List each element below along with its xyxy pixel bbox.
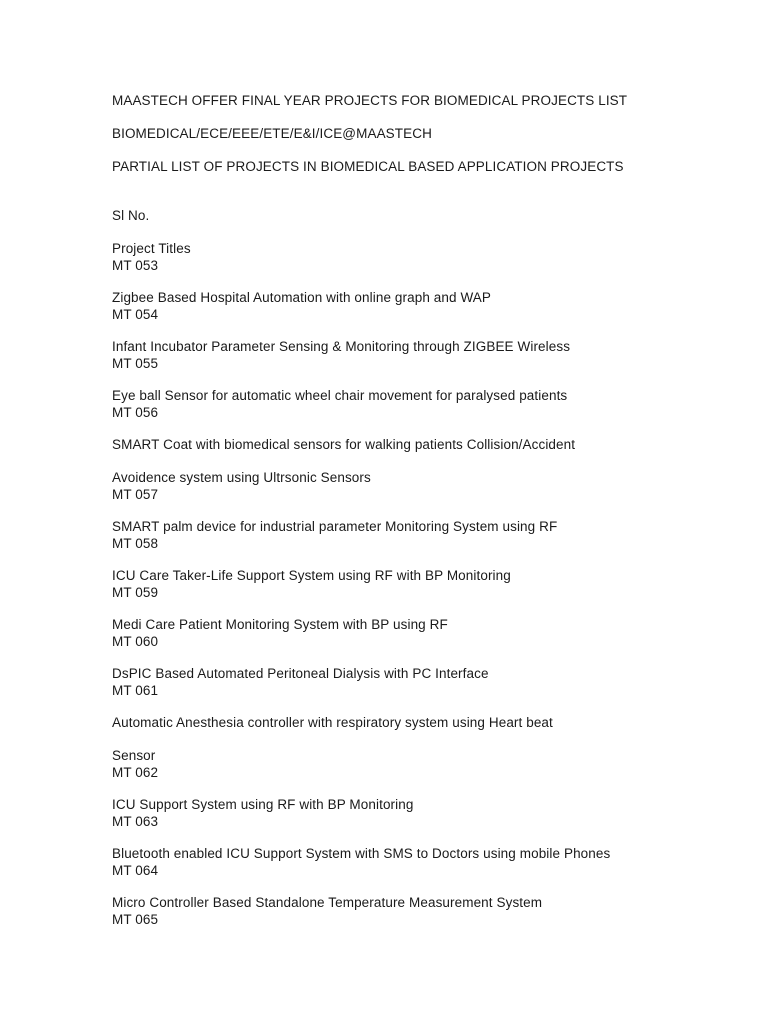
project-title-continued: Avoidence system using Ultrsonic Sensors <box>112 470 371 485</box>
project-code: MT 059 <box>112 585 159 600</box>
document-heading: MAASTECH OFFER FINAL YEAR PROJECTS FOR BIOMEDICAL PROJECTS LIST <box>112 93 628 108</box>
project-title: SMART Coat with biomedical sensors for walking patients Collision/Accident <box>112 437 576 452</box>
project-title: ICU Support System using RF with BP Monitoring <box>112 797 414 812</box>
project-title: ICU Care Taker-Life Support System using RF with BP Monitoring <box>112 568 511 583</box>
project-code: MT 064 <box>112 863 159 878</box>
project-code: MT 061 <box>112 683 159 698</box>
project-title: Eye ball Sensor for automatic wheel chair movement for paralysed patients <box>112 388 568 403</box>
project-title: Micro Controller Based Standalone Temperature Measurement System <box>112 895 543 910</box>
project-title: Bluetooth enabled ICU Support System with SMS to Doctors using mobile Phones <box>112 846 611 861</box>
project-code: MT 065 <box>112 912 159 927</box>
project-title-continued: Sensor <box>112 748 156 763</box>
column-header-sl-no: Sl No. <box>112 208 150 223</box>
document-subheading: BIOMEDICAL/ECE/EEE/ETE/E&I/ICE@MAASTECH <box>112 126 432 141</box>
project-code: MT 062 <box>112 765 159 780</box>
project-code: MT 060 <box>112 634 159 649</box>
project-title: Zigbee Based Hospital Automation with online graph and WAP <box>112 290 492 305</box>
project-code: MT 056 <box>112 405 159 420</box>
project-code: MT 054 <box>112 307 159 322</box>
project-code: MT 063 <box>112 814 159 829</box>
document-list-title: PARTIAL LIST OF PROJECTS IN BIOMEDICAL BASED APPLICATION PROJECTS <box>112 159 624 174</box>
project-title: Automatic Anesthesia controller with respiratory system using Heart beat <box>112 715 553 730</box>
project-code: MT 057 <box>112 487 159 502</box>
project-title: Medi Care Patient Monitoring System with BP using RF <box>112 617 448 632</box>
project-code: MT 053 <box>112 258 159 273</box>
project-title: DsPIC Based Automated Peritoneal Dialysis with PC Interface <box>112 666 489 681</box>
project-code: MT 058 <box>112 536 159 551</box>
project-code: MT 055 <box>112 356 159 371</box>
project-title: SMART palm device for industrial parameter Monitoring System using RF <box>112 519 558 534</box>
project-title: Infant Incubator Parameter Sensing & Monitoring through ZIGBEE Wireless <box>112 339 571 354</box>
column-header-project-titles: Project Titles <box>112 241 191 256</box>
